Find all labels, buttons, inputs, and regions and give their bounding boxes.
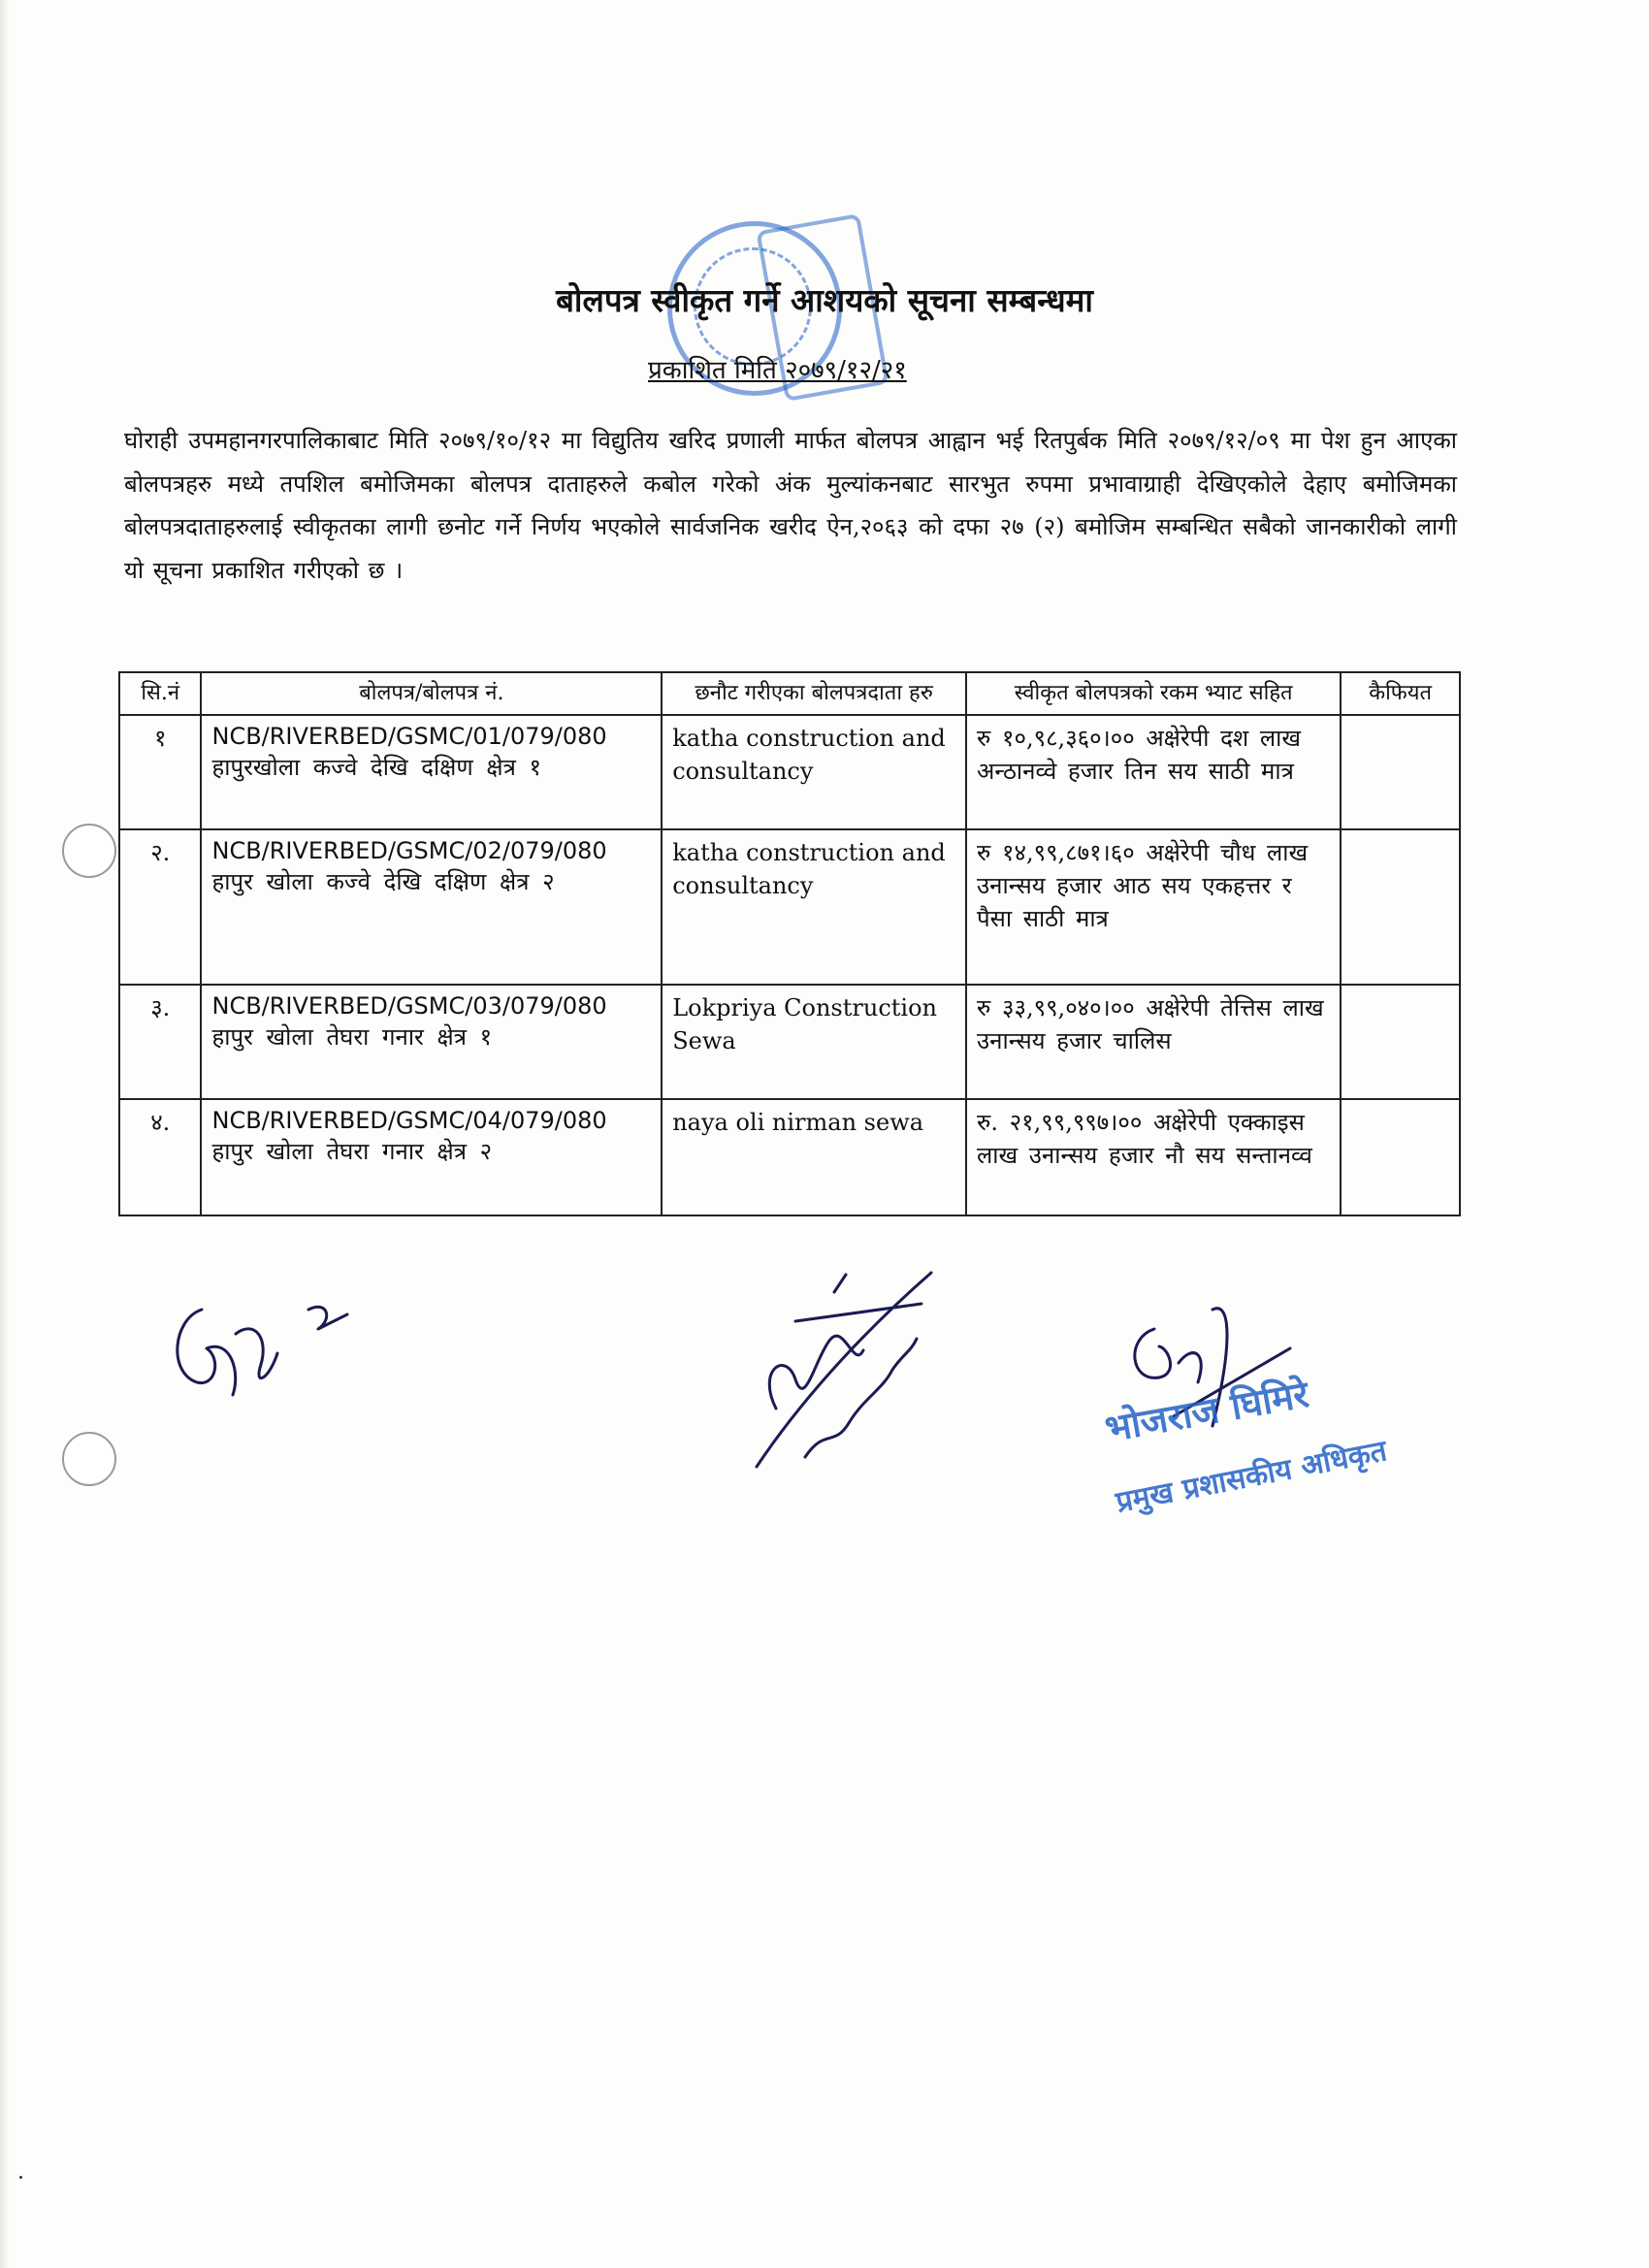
- header-amount: स्वीकृत बोलपत्रको रकम भ्याट सहित: [966, 672, 1341, 715]
- notice-title: बोलपत्र स्वीकृत गर्ने आशयको सूचना सम्बन्धमा: [556, 281, 1093, 319]
- bid-location: हापुर खोला कज्वे देखि दक्षिण क्षेत्र २: [211, 868, 555, 895]
- bid-table: [118, 671, 1461, 1216]
- row-sn: २.: [119, 829, 201, 985]
- row-remarks: [1341, 1099, 1460, 1215]
- bid-reference: NCB/RIVERBED/GSMC/03/079/080: [211, 992, 607, 1020]
- row-amount: रु १०,९८,३६०।०० अक्षेरेपी दश लाख अन्ठानव्वे हजार तिन सय साठी मात्र: [966, 715, 1341, 829]
- header-bidder: छनौट गरीएका बोलपत्रदाता हरु: [662, 672, 966, 715]
- signatory-designation: प्रमुख प्रशासकीय अधिकृत: [1113, 1434, 1390, 1520]
- page-edge: [0, 0, 10, 2268]
- table-row: [119, 1099, 1460, 1215]
- notice-body: घोराही उपमहानगरपालिकाबाट मिति २०७९/१०/१२ मा विद्युतिय खरिद प्रणाली मार्फत बोलपत्र आह्वान भई रितपुर्बक मिति २०७९/१२/०९ मा पेश हुन आएका बोलपत्रहरु मध्ये तपशिल बमोजिमका बोलपत्र दाताहरुले कबोल गरेको अंक मुल्यांकनबाट सारभुत रुपमा प्रभावाग्राही देखिएकोले देहाए बमोजिमका बोलपत्रदाताहरुलाई स्वीकृतका लागी छनोट गर्ने निर्णय भएकोले सार्वजनिक खरीद ऐन,२०६३ को दफा २७ (२) बमोजिम सम्बन्धित सबैको जानकारीको लागी यो सूचना प्रकाशित गरीएको छ ।: [124, 427, 1457, 584]
- row-remarks: [1341, 715, 1460, 829]
- table-row: [119, 829, 1460, 985]
- bid-reference: NCB/RIVERBED/GSMC/04/079/080: [211, 1107, 607, 1134]
- row-amount: रु. २१,९९,९९७।०० अक्षेरेपी एक्काइस लाख उनान्सय हजार नौ सय सन्तानव्व: [966, 1099, 1341, 1215]
- row-bidder: naya oli nirman sewa: [662, 1099, 966, 1215]
- signature-left: [163, 1280, 357, 1407]
- bid-location: हापुरखोला कज्वे देखि दक्षिण क्षेत्र १: [211, 754, 541, 781]
- header-bid-no: बोलपत्र/बोलपत्र नं.: [201, 672, 662, 715]
- bid-location: हापुर खोला तेघरा गनार क्षेत्र १: [211, 1023, 493, 1051]
- row-sn: ३.: [119, 985, 201, 1099]
- scan-speck: [19, 2176, 22, 2179]
- row-bidder: Lokpriya Construction Sewa: [662, 985, 966, 1099]
- header-remarks: कैफियत: [1341, 672, 1460, 715]
- table-row: [119, 715, 1460, 829]
- punch-hole: [62, 824, 116, 878]
- bid-reference: NCB/RIVERBED/GSMC/02/079/080: [211, 837, 607, 864]
- row-bid-no: [201, 715, 662, 829]
- row-sn: ४.: [119, 1099, 201, 1215]
- row-sn: १: [119, 715, 201, 829]
- punch-hole: [62, 1432, 116, 1486]
- row-bid-no: [201, 985, 662, 1099]
- table-header-row: [119, 672, 1460, 715]
- signatory-name: भोजराज घिमिरे: [1101, 1371, 1312, 1451]
- row-amount: रु ३३,९९,०४०।०० अक्षेरेपी तेत्तिस लाख उनान्सय हजार चालिस: [966, 985, 1341, 1099]
- row-bidder: katha construction and consultancy: [662, 715, 966, 829]
- row-bidder: katha construction and consultancy: [662, 829, 966, 985]
- bid-reference: NCB/RIVERBED/GSMC/01/079/080: [211, 723, 607, 750]
- row-bid-no: [201, 1099, 662, 1215]
- row-bid-no: [201, 829, 662, 985]
- signature-middle: [737, 1253, 970, 1476]
- row-remarks: [1341, 985, 1460, 1099]
- table-row: [119, 985, 1460, 1099]
- row-amount: रु १४,९९,८७१।६० अक्षेरेपी चौध लाख उनान्सय हजार आठ सय एकहत्तर र पैसा साठी मात्र: [966, 829, 1341, 985]
- row-remarks: [1341, 829, 1460, 985]
- bid-location: हापुर खोला तेघरा गनार क्षेत्र २: [211, 1138, 493, 1165]
- published-date: प्रकाशित मिति २०७९/१२/२१: [648, 356, 907, 385]
- header-sn: सि.नं: [119, 672, 201, 715]
